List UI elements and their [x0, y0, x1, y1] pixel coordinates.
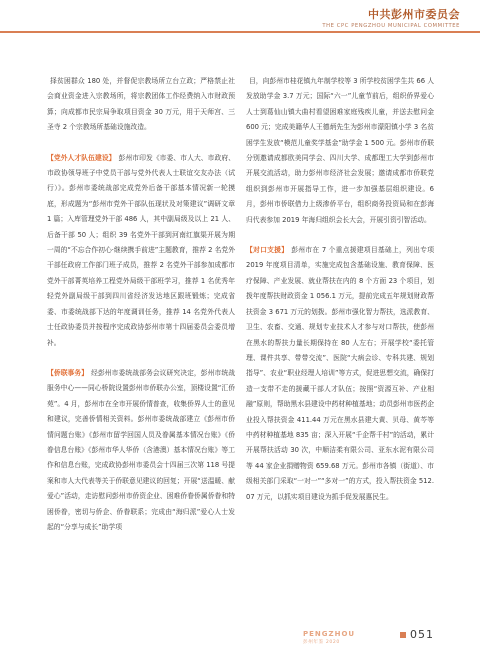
page-marker-icon	[400, 632, 406, 638]
section-tag: 【党外人才队伍建设】	[47, 153, 116, 162]
paragraph-text: 目，向彭州市桂花镇九年制学校等 3 所学校贫困学生共 66 人发放助学金 3.7 万元；国际“六一”儿童节前后，组织侨界爱心人士到葛仙山镇大曲村看望困难家庭残疾儿童，并送去慰问金 600 元；完成美籍华人王德炳先生为彭州市濛阳镇小学 3 名贫困学生发放“模范儿童奖学基金”助学金 1 500 元。彭州市侨联分别邀请成都欧美同学会、四川大学、成都理工大学到彭州市开展交流活动，助力彭州市经济社会发展；邀请成都市侨联党组织到彭州市开展指导工作，进一步加强基层组织建设。6 月，彭州市侨联借力上级渗侨平台，组织商务投资局和在彭海归代表参加 2019 年海归组织会长大会，开展引资引智活动。	[246, 77, 434, 224]
footer-brand-subtitle: 彭州年鉴 2020	[303, 640, 340, 645]
left-column	[47, 74, 235, 535]
footer-brand: PENGZHOU	[303, 630, 356, 638]
paragraph	[246, 243, 434, 505]
paragraph-text: 择贫困群众 180 处，并督促宗教场所立台立政；严格禁止社会商业资金进入宗教场所，将宗教团体工作经费纳入市财政预算；向成都市民宗局争取项目资金 30 万元，用于天师宫、三圣寺 2 个宗教场所基础设施改造。	[47, 77, 235, 132]
section-tag: 【对口支援】	[246, 246, 289, 255]
page-footer	[0, 628, 480, 648]
page-number: 051	[410, 628, 434, 641]
section-tag: 【侨联事务】	[47, 368, 89, 377]
paragraph	[47, 151, 235, 351]
header-title: 中共彭州市委员会	[368, 8, 460, 21]
paragraph	[47, 74, 235, 136]
paragraph-text: 彭州市在 7 个重点援建项目基础上，列出专项 2019 年度项目清单，实施完成包含基础设施、教育保障、医疗保障、产业发展、就业帮扶在内的 8 个方面 23 个项目，划拨年度帮扶财政资金 1 056.1 万元，提前完成五年规划财政帮扶资金 3 671 万元的划拨。彭州市强化智力帮扶，选派教育、卫生、农畜、交通、规划专业技术人才参与对口帮扶，使彭州在黑水的帮扶力量长期保持在 80 人左右；开展学校“委托管理、课件共享、带带交流”、医院“大病会诊、专科共建、规划指导”、农业“职业经理人培训”等方式，促进思想交流，确保打造一支带不走的援藏干部人才队伍；按照“资源互补、产业相融”原则，帮助黑水县建设中药材种植基地；动员彭州市医药企业投入帮扶资金 411.44 万元在黑水县建大黄、贝母、黄芩等中药材种植基地 835 亩；深入开展“千企帮千村”的活动，累计开展帮扶活动 30 次，中顺洁柔有限公司、亚东水泥有限公司等 44 家企业捐赠物资 659.68 万元。彭州市各镇（街道）、市级相关部门采取“一对一”“多对一”的方式，投入帮扶资金 512.07 万元，以抓实项目建设为抓手促发展惠民生。	[246, 246, 434, 501]
paragraph-text: 彭州市印发《市委、市人大、市政府、市政协领导班子中党员干部与党外代表人士联谊交友办法（试行）》。彭州市委统战部完成党外后备干部基本情况新一轮摸底，形成题为“彭州市党外干部队伍现状及对策建议”调研文章 1 篇；入库管理党外干部 486 人，其中副局级及以上 21 人、后备干部 50 人；组织 39 名党外干部到河南红旗渠开展为期一周的“不忘合作初心·继续携手前进”主题教育，推荐 2 名党外干部任政府工作部门班子成员，推荐 2 名党外干部参加成都市党外干部菁英培养工程党外局级干部班学习，推荐 1 名优秀年轻党外副局级干部到四川省经济发达地区跟班锻炼；完成省委、市委统战部下达的年度调训任务，推荐 14 名党外代表人士任政协委员并按程序完成政协彭州市第十四届委员会委员增补。	[47, 153, 236, 347]
paragraph-text: 经彭州市委统战部务会议研究决定，彭州市统战服务中心——同心桥院设置彭州市侨联办公室，顶楼设置“汇侨苑”。4 月，彭州市在全市开展侨情普查，收集侨界人士的意见和建议，完善侨情相关资料。彭州市委统战部建立《彭州市侨情问题台账》《彭州市留学回国人员及眷属基本情况台账》《侨眷信息台账》《彭州市华人华侨（含港澳）基本情况台账》等工作和信息台账，完成政协彭州市委员会十四届三次第 118 号提案和市人大代表等关于侨联意见建议的回复；开展“送温暖、献爱心”活动，走访慰问彭州市侨资企业、困难侨眷侨属侨眷和特困侨眷，密切与侨企、侨眷联系；完成由“海归派”爱心人士发起的“分享与成长”助学项	[47, 368, 236, 531]
paragraph	[246, 74, 434, 228]
right-column	[246, 74, 434, 505]
paragraph	[47, 366, 235, 535]
header-subtitle: THE CPC PENGZHOU MUNICIPAL COMMITTEE	[322, 23, 460, 29]
page-header	[240, 6, 460, 29]
header-rule	[0, 31, 480, 33]
